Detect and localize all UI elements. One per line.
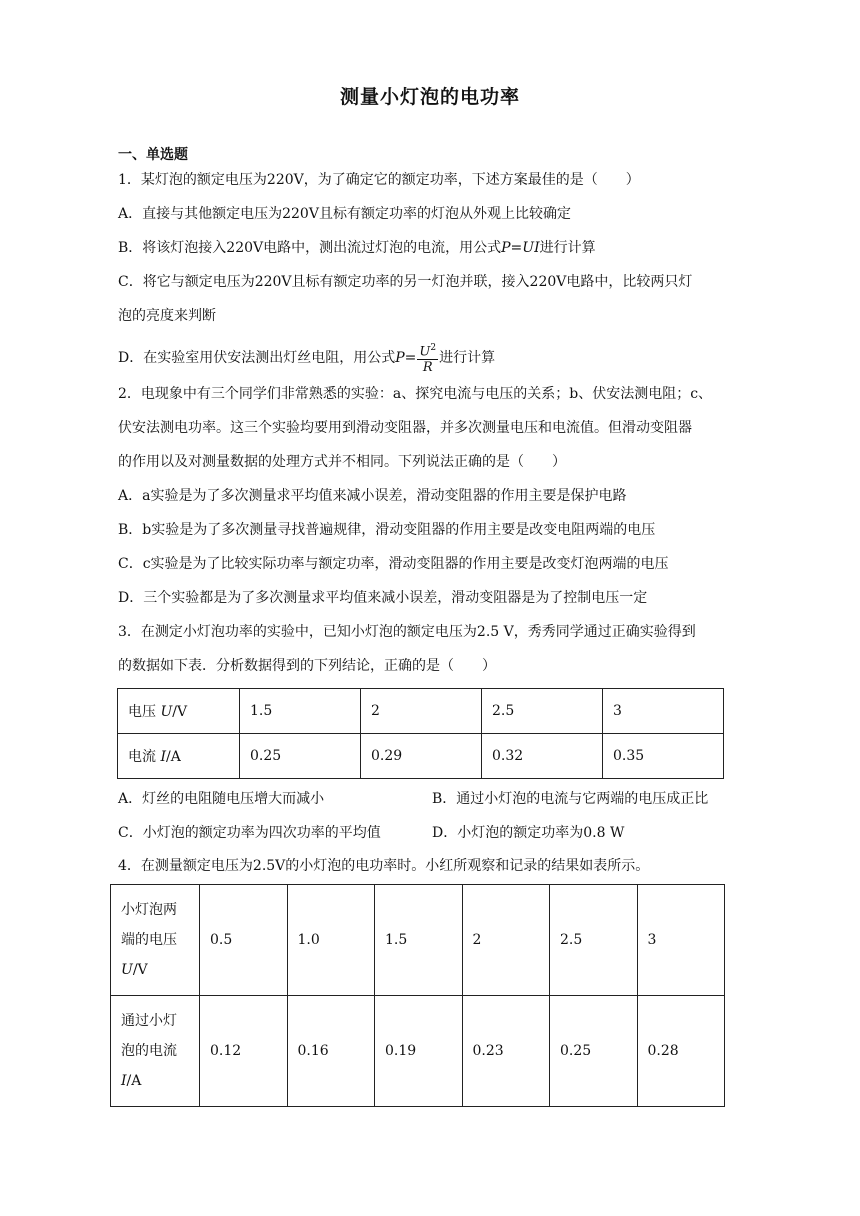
table-cell: 2: [361, 689, 482, 734]
table-row: [111, 996, 725, 1107]
q1-d-text: D．在实验室用伏安法测出灯丝电阻，用公式: [118, 350, 396, 366]
q2-option-a: A．a实验是为了多次测量求平均值来减小误差，滑动变阻器的作用主要是保护电路: [118, 488, 627, 504]
q3-data-table: [117, 688, 724, 779]
q4-data-table: [110, 884, 725, 1107]
q3-stem-1: 3．在测定小灯泡功率的实验中，已知小灯泡的额定电压为2.5 V，秀秀同学通过正确实验得到: [118, 624, 696, 640]
q2-stem-3: 的作用以及对测量数据的处理方式并不相同。下列说法正确的是（ ）: [118, 454, 566, 470]
label-var: I: [121, 1073, 127, 1089]
label-unit: /V: [132, 962, 148, 978]
table-cell: 1.5: [375, 885, 463, 996]
q3-option-d: D．小灯泡的额定功率为0.8 W: [432, 825, 625, 841]
q1-option-a: A．直接与其他额定电压为220V且标有额定功率的灯泡从外观上比较确定: [118, 206, 571, 222]
label-line: 小灯泡两: [121, 902, 177, 918]
table-cell: 3: [603, 689, 724, 734]
label-line: 通过小灯: [121, 1013, 177, 1029]
table-cell: 2.5: [482, 689, 603, 734]
label-unit: /A: [126, 1073, 142, 1089]
page-title: 测量小灯泡的电功率: [339, 86, 520, 108]
q2-stem-1: 2．电现象中有三个同学们非常熟悉的实验：a、探究电流与电压的关系；b、伏安法测电阻；c、: [118, 386, 713, 402]
table-cell: 0.23: [462, 996, 550, 1107]
table-cell: 0.16: [287, 996, 375, 1107]
fraction-numerator: [417, 341, 438, 360]
label-var: U: [121, 962, 133, 978]
label-var: U: [160, 704, 173, 720]
table-cell: 1.0: [287, 885, 375, 996]
q2-option-b: B．b实验是为了多次测量寻找普遍规律，滑动变阻器的作用主要是改变电阻两端的电压: [118, 522, 656, 538]
label-text: 电流: [128, 749, 156, 765]
table-cell: 0.5: [200, 885, 288, 996]
q1-option-c-cont: 泡的亮度来判断: [118, 308, 216, 324]
q3-option-b: B．通过小灯泡的电流与它两端的电压成正比: [432, 791, 709, 807]
table-cell: 2.5: [550, 885, 638, 996]
table-cell: 3: [637, 885, 725, 996]
q3-option-a: A．灯丝的电阻随电压增大而减小: [118, 791, 325, 807]
q4-stem: 4．在测量额定电压为2.5V的小灯泡的电功率时。小红所观察和记录的结果如表所示。: [118, 858, 650, 874]
label-unit: /V: [172, 704, 188, 720]
q1-option-c: C．将它与额定电压为220V且标有额定功率的另一灯泡并联，接入220V电路中，比较两只灯: [118, 274, 693, 290]
q1-d-post: 进行计算: [439, 350, 496, 366]
numerator-var: U: [419, 344, 431, 360]
q1-stem: 1．某灯泡的额定电压为220V，为了确定它的额定功率，下述方案最佳的是（ ）: [118, 172, 640, 188]
q1-b-formula: P=UI: [501, 240, 540, 256]
row-label-current: [111, 996, 200, 1107]
table-cell: 0.29: [361, 734, 482, 779]
table-cell: 0.12: [200, 996, 288, 1107]
table-cell: 0.25: [240, 734, 361, 779]
table-cell: 0.25: [550, 996, 638, 1107]
fraction-denominator: R: [422, 360, 433, 376]
q1-b-text: B．将该灯泡接入220V电路中，测出流过灯泡的电流，用公式: [118, 240, 502, 256]
q1-option-d: [118, 340, 495, 376]
q1-d-p: P=: [395, 350, 417, 366]
row-label-voltage: [111, 885, 200, 996]
label-unit: /A: [165, 749, 181, 765]
q3-option-c: C．小灯泡的额定功率为四次功率的平均值: [118, 825, 381, 841]
formula-fraction: [417, 341, 438, 375]
q2-stem-2: 伏安法测电功率。这三个实验均要用到滑动变阻器，并多次测量电压和电流值。但滑动变阻器: [118, 420, 692, 436]
table-cell: 2: [462, 885, 550, 996]
label-line: 泡的电流: [121, 1043, 177, 1059]
q1-b-post: 进行计算: [539, 240, 596, 256]
q2-option-c: C．c实验是为了比较实际功率与额定功率，滑动变阻器的作用主要是改变灯泡两端的电压: [118, 556, 669, 572]
q1-option-b: [118, 238, 596, 258]
table-cell: 0.32: [482, 734, 603, 779]
section-heading: 一、单选题: [118, 147, 188, 163]
label-text: 电压: [128, 704, 156, 720]
row-label-voltage: [118, 689, 240, 734]
numerator-exponent: 2: [430, 342, 437, 353]
table-cell: 0.35: [603, 734, 724, 779]
table-cell: 0.19: [375, 996, 463, 1107]
table-cell: 0.28: [637, 996, 725, 1107]
table-row: [118, 689, 724, 734]
q2-option-d: D．三个实验都是为了多次测量求平均值来减小误差，滑动变阻器是为了控制电压一定: [118, 590, 648, 606]
label-line: 端的电压: [121, 932, 177, 948]
table-row: [118, 734, 724, 779]
label-var: I: [160, 749, 166, 765]
table-cell: 1.5: [240, 689, 361, 734]
row-label-current: [118, 734, 240, 779]
table-row: [111, 885, 725, 996]
q3-stem-2: 的数据如下表．分析数据得到的下列结论，正确的是（ ）: [118, 658, 496, 674]
